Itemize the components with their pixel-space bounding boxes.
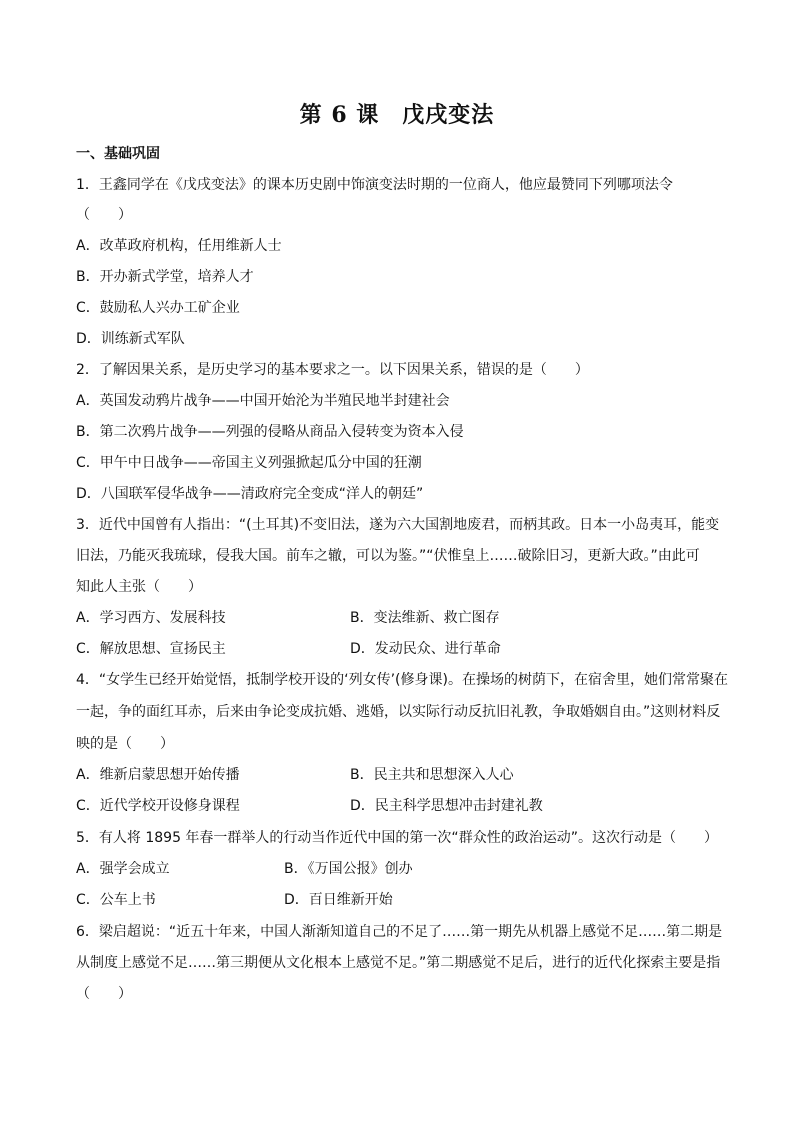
q1-stem-line-1: 1．王鑫同学在《戊戌变法》的课本历史剧中饰演变法时期的一位商人，他应最赞同下列哪项法令	[76, 177, 673, 193]
q5-option-b: B．《万国公报》创办	[284, 861, 413, 877]
q6-stem-line-3: （ ）	[76, 986, 132, 1002]
q3-option-c: C．解放思想、宣扬民主	[76, 641, 226, 657]
q1-option-b: B．开办新式学堂，培养人才	[76, 269, 254, 285]
q4-option-c: C．近代学校开设修身课程	[76, 798, 240, 814]
q4-option-d: D．民主科学思想冲击封建礼教	[350, 798, 543, 814]
q1-option-d: D．训练新式军队	[76, 331, 185, 347]
q5-option-d: D．百日维新开始	[284, 892, 393, 908]
q3-stem-line-3: 知此人主张（ ）	[76, 579, 202, 595]
q1-option-c: C．鼓励私人兴办工矿企业	[76, 300, 240, 316]
q2-option-a: A．英国发动鸦片战争——中国开始沦为半殖民地半封建社会	[76, 393, 450, 409]
q1-stem-line-2: （ ）	[76, 207, 132, 223]
q4-stem-line-2: 一起，争的面红耳赤，后来由争论变成抗婚、逃婚，以实际行动反抗旧礼教，争取婚姻自由。”这则材料反	[76, 704, 721, 720]
q5-option-c: C．公车上书	[76, 892, 156, 908]
q4-stem-line-1: 4．“女学生已经开始觉悟，抵制学校开设的‘列女传’(修身课)。在操场的树荫下，在宿舍里，她们常常聚在	[76, 672, 728, 688]
q2-option-c: C．甲午中日战争——帝国主义列强掀起瓜分中国的狂潮	[76, 455, 422, 471]
q2-stem-line-1: 2．了解因果关系，是历史学习的基本要求之一。以下因果关系，错误的是（ ）	[76, 362, 589, 378]
q4-option-b: B．民主共和思想深入人心	[350, 767, 514, 783]
q5-stem-line-1: 5．有人将 1895 年春一群举人的行动当作近代中国的第一次“群众性的政治运动”。这次行动是（ ）	[76, 830, 718, 846]
q6-stem-line-2: 从制度上感觉不足……第三期便从文化根本上感觉不足。”第二期感觉不足后，进行的近代化探索主要是指	[76, 955, 721, 971]
q2-option-b: B．第二次鸦片战争——列强的侵略从商品入侵转变为资本入侵	[76, 424, 464, 440]
q3-option-d: D．发动民众、进行革命	[350, 641, 501, 657]
section-heading: 一、基础巩固	[76, 146, 160, 162]
q2-option-d: D．八国联军侵华战争——清政府完全变成“洋人的朝廷”	[76, 486, 424, 502]
q5-option-a: A．强学会成立	[76, 861, 170, 877]
q3-stem-line-2: 旧法，乃能灭我琉球，侵我大国。前车之辙，可以为鉴。”“伏惟皇上……破除旧习，更新大政。”由此可	[76, 548, 700, 564]
q6-stem-line-1: 6．梁启超说：“近五十年来，中国人渐渐知道自己的不足了……第一期先从机器上感觉不足……第二期是	[76, 924, 723, 940]
q3-stem-line-1: 3．近代中国曾有人指出：“(土耳其)不变旧法，遂为六大国割地废君，而柄其政。日本一小岛夷耳，能变	[76, 517, 720, 533]
q4-stem-line-3: 映的是（ ）	[76, 736, 174, 752]
q3-option-b: B．变法维新、救亡图存	[350, 610, 500, 626]
q3-option-a: A．学习西方、发展科技	[76, 610, 226, 626]
q4-option-a: A．维新启蒙思想开始传播	[76, 767, 240, 783]
lesson-title: 第 6 课 戊戌变法	[299, 102, 495, 128]
q1-option-a: A．改革政府机构，任用维新人士	[76, 238, 282, 254]
